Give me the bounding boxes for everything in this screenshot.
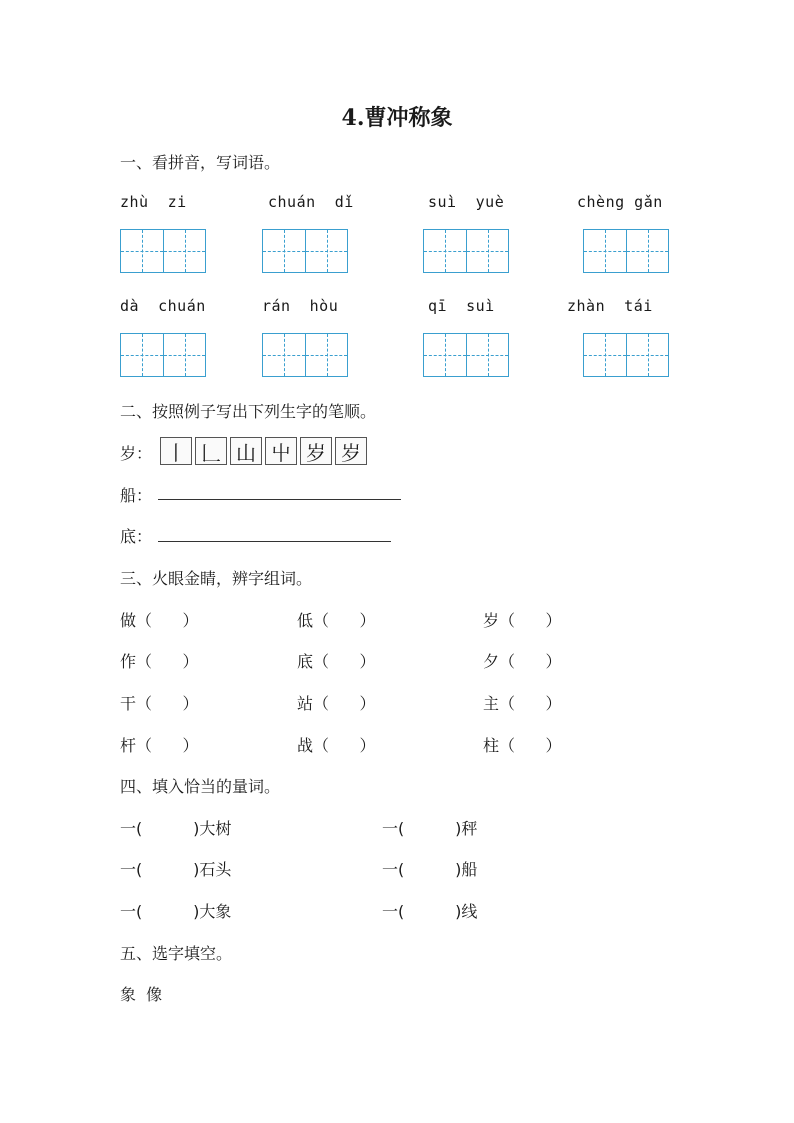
writing-grid[interactable] [120, 229, 206, 273]
page-title: 4.曹冲称象 [341, 105, 453, 131]
stroke-char-label: 底： [120, 527, 153, 546]
answer-line[interactable] [158, 499, 401, 500]
section-4-heading: 四、填入恰当的量词。 [120, 777, 281, 796]
word-item[interactable]: 夕（ ） [483, 652, 562, 671]
writing-grid[interactable] [423, 229, 509, 273]
writing-grid[interactable] [583, 333, 669, 377]
stroke-box: 岁 [300, 437, 332, 465]
answer-line[interactable] [158, 541, 391, 542]
pinyin-label: dà chuán [120, 297, 206, 315]
stroke-box: 山 [230, 437, 262, 465]
measure-word-item[interactable]: 一( )大象 [120, 902, 232, 921]
writing-grid[interactable] [120, 333, 206, 377]
stroke-box: 岁 [335, 437, 367, 465]
writing-grid[interactable] [423, 333, 509, 377]
word-item[interactable]: 底（ ） [297, 652, 376, 671]
pinyin-label: qī suì [428, 297, 495, 315]
word-item[interactable]: 作（ ） [120, 652, 199, 671]
stroke-order-example [160, 437, 367, 465]
measure-word-item[interactable]: 一( )大树 [120, 819, 232, 838]
word-item[interactable]: 干（ ） [120, 694, 199, 713]
pinyin-label: chuán dǐ [268, 193, 354, 211]
word-item[interactable]: 杆（ ） [120, 736, 199, 755]
pinyin-label: rán hòu [262, 297, 339, 315]
writing-grid[interactable] [262, 229, 348, 273]
word-item[interactable]: 站（ ） [297, 694, 376, 713]
word-item[interactable]: 战（ ） [297, 736, 376, 755]
writing-grid[interactable] [583, 229, 669, 273]
word-item[interactable]: 柱（ ） [483, 736, 562, 755]
measure-word-item[interactable]: 一( )石头 [120, 860, 232, 879]
pinyin-label: chèng gǎn [577, 193, 663, 211]
char-choices: 象 像 [120, 985, 163, 1004]
pinyin-label: zhàn tái [567, 297, 653, 315]
pinyin-label: zhù zi [120, 193, 187, 211]
example-char-label: 岁： [120, 444, 153, 463]
word-item[interactable]: 主（ ） [483, 694, 562, 713]
section-2-heading: 二、按照例子写出下列生字的笔顺。 [120, 402, 377, 421]
stroke-box: 屮 [265, 437, 297, 465]
writing-grid[interactable] [262, 333, 348, 377]
section-1-heading: 一、看拼音，写词语。 [120, 153, 281, 172]
section-5-heading: 五、选字填空。 [120, 944, 233, 963]
measure-word-item[interactable]: 一( )秤 [382, 819, 478, 838]
measure-word-item[interactable]: 一( )船 [382, 860, 478, 879]
stroke-char-label: 船： [120, 486, 153, 505]
measure-word-item[interactable]: 一( )线 [382, 902, 478, 921]
word-item[interactable]: 岁（ ） [483, 611, 562, 630]
stroke-box: 丨 [160, 437, 192, 465]
stroke-box: 𠃊 [195, 437, 227, 465]
section-3-heading: 三、火眼金睛，辨字组词。 [120, 569, 313, 588]
word-item[interactable]: 低（ ） [297, 611, 376, 630]
word-item[interactable]: 做（ ） [120, 611, 199, 630]
pinyin-label: suì yuè [428, 193, 505, 211]
